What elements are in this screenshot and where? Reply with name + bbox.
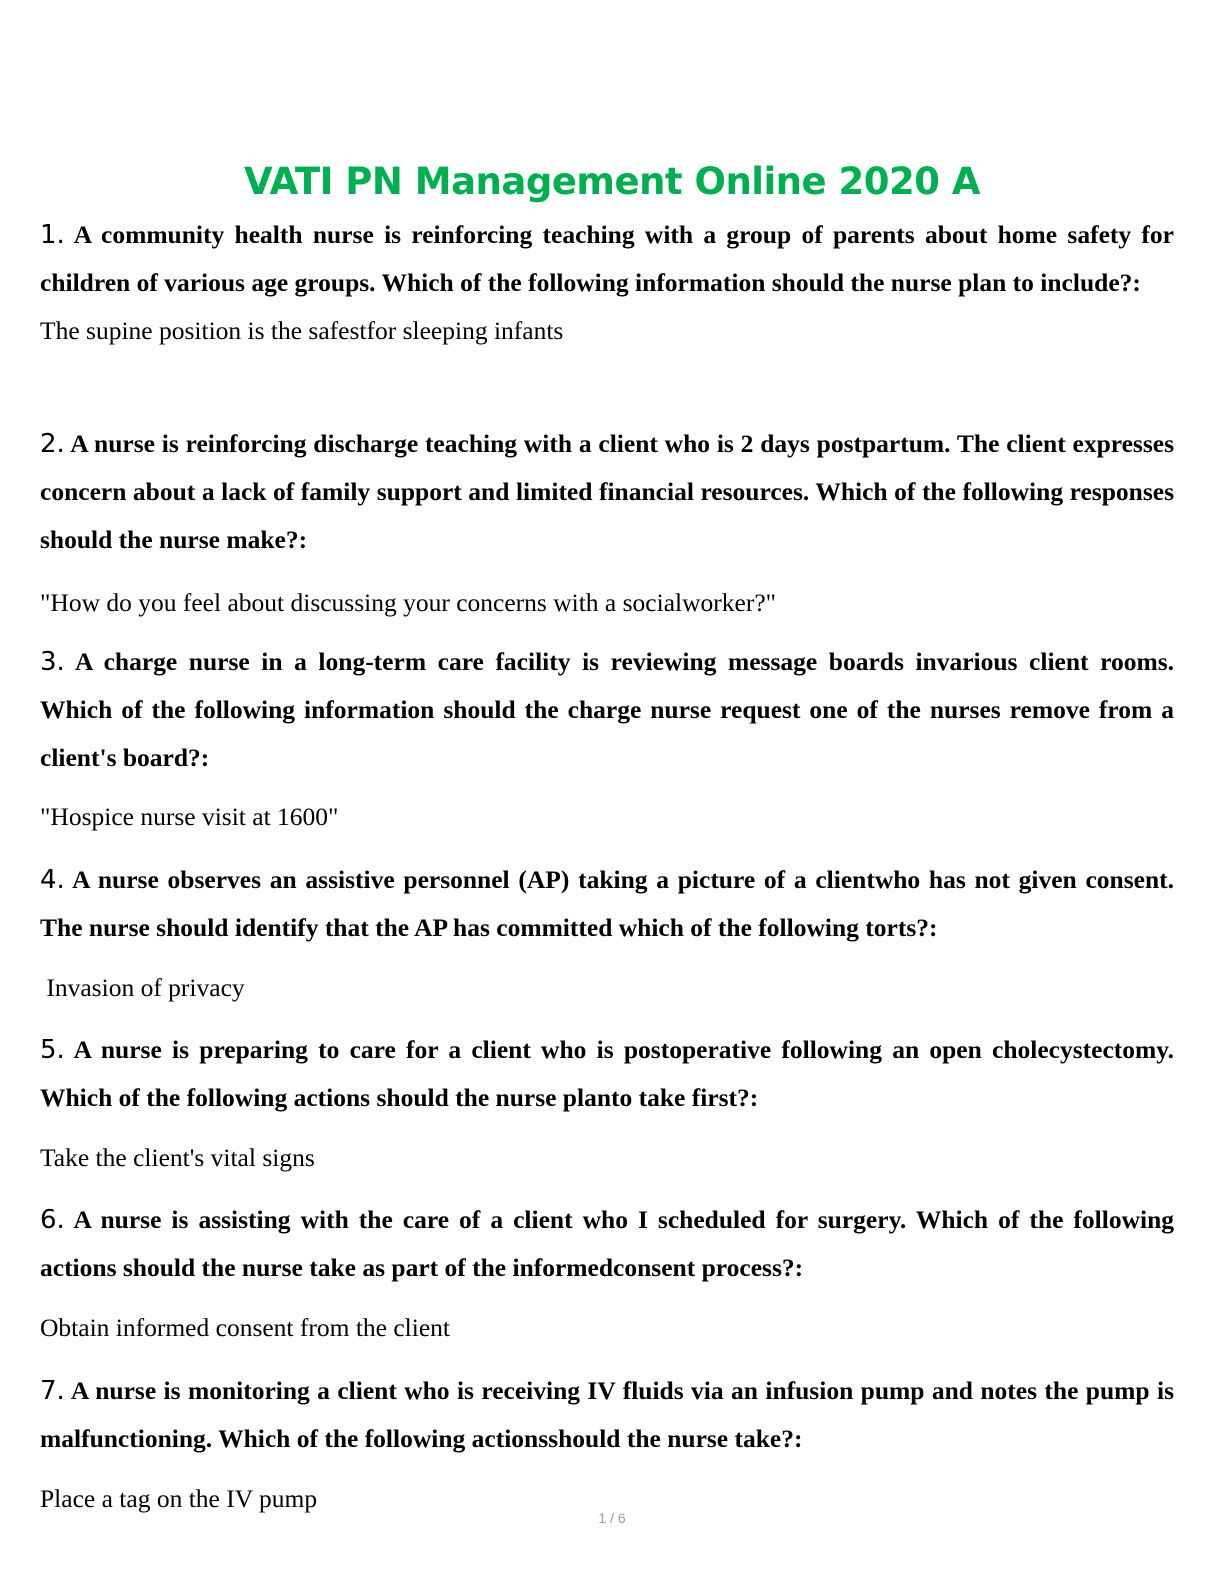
question-block-6: [40, 1196, 1174, 1348]
question-7-number: 7.: [40, 1376, 65, 1406]
answer-1: The supine position is the safestfor sleeping infants: [40, 316, 564, 345]
question-4: [40, 856, 1174, 952]
question-2: [40, 420, 1174, 564]
question-3-number: 3.: [40, 647, 65, 677]
question-3-text: A charge nurse in a long-term care facility is reviewing message boards invarious client rooms. Which of the following information should the charge nurse request one of the nurses remove from a client's board?:: [40, 647, 1175, 772]
question-2-text: A nurse is reinforcing discharge teaching with a client who is 2 days postpartum. The client expresses concern about a lack of family support and limited financial resources. Which of the following responses should the nurse make?:: [40, 429, 1175, 554]
answer-4: Invasion of privacy: [40, 973, 245, 1002]
question-5-number: 5.: [40, 1035, 65, 1065]
question-7-text: A nurse is monitoring a client who is receiving IV fluids via an infusion pump and notes the pump is malfunctioning. Which of the following actionsshould the nurse take?:: [40, 1376, 1174, 1453]
answer-3: "Hospice nurse visit at 1600": [40, 802, 339, 831]
question-4-number: 4.: [40, 865, 65, 895]
document-title: VATI PN Management Online 2020 A: [244, 160, 980, 203]
question-2-number: 2.: [40, 429, 65, 459]
question-5: [40, 1026, 1174, 1122]
question-6: [40, 1196, 1174, 1292]
question-block-4: [40, 856, 1174, 1008]
question-6-number: 6.: [40, 1205, 65, 1235]
question-3: [40, 638, 1174, 782]
answer-6: Obtain informed consent from the client: [40, 1313, 451, 1342]
question-block-5: [40, 1026, 1174, 1178]
question-5-text: A nurse is preparing to care for a client who is postoperative following an open cholecystectomy. Which of the following actions should the nurse planto take first?:: [40, 1035, 1174, 1112]
question-6-text: A nurse is assisting with the care of a client who I scheduled for surgery. Which of the following actions should the nurse take as part of the informedconsent process?:: [40, 1205, 1175, 1282]
question-block-2: [40, 420, 1174, 623]
question-block-7: [40, 1367, 1174, 1519]
question-1: [40, 211, 1174, 307]
page-indicator: 1 / 6: [598, 1510, 626, 1526]
answer-7: Place a tag on the IV pump: [40, 1484, 318, 1513]
question-1-text: A community health nurse is reinforcing teaching with a group of parents about home safety for children of various age groups. Which of the following information should the nurse plan to include?:: [40, 220, 1174, 297]
answer-2: "How do you feel about discussing your concerns with a socialworker?": [40, 588, 777, 617]
answer-5: Take the client's vital signs: [40, 1143, 315, 1172]
question-block-1: [40, 211, 1174, 351]
question-7: [40, 1367, 1174, 1463]
question-1-number: 1.: [40, 220, 65, 250]
question-4-text: A nurse observes an assistive personnel (AP) taking a picture of a clientwho has not given consent. The nurse should identify that the AP has committed which of the following torts?:: [40, 865, 1174, 942]
question-block-3: [40, 638, 1174, 837]
